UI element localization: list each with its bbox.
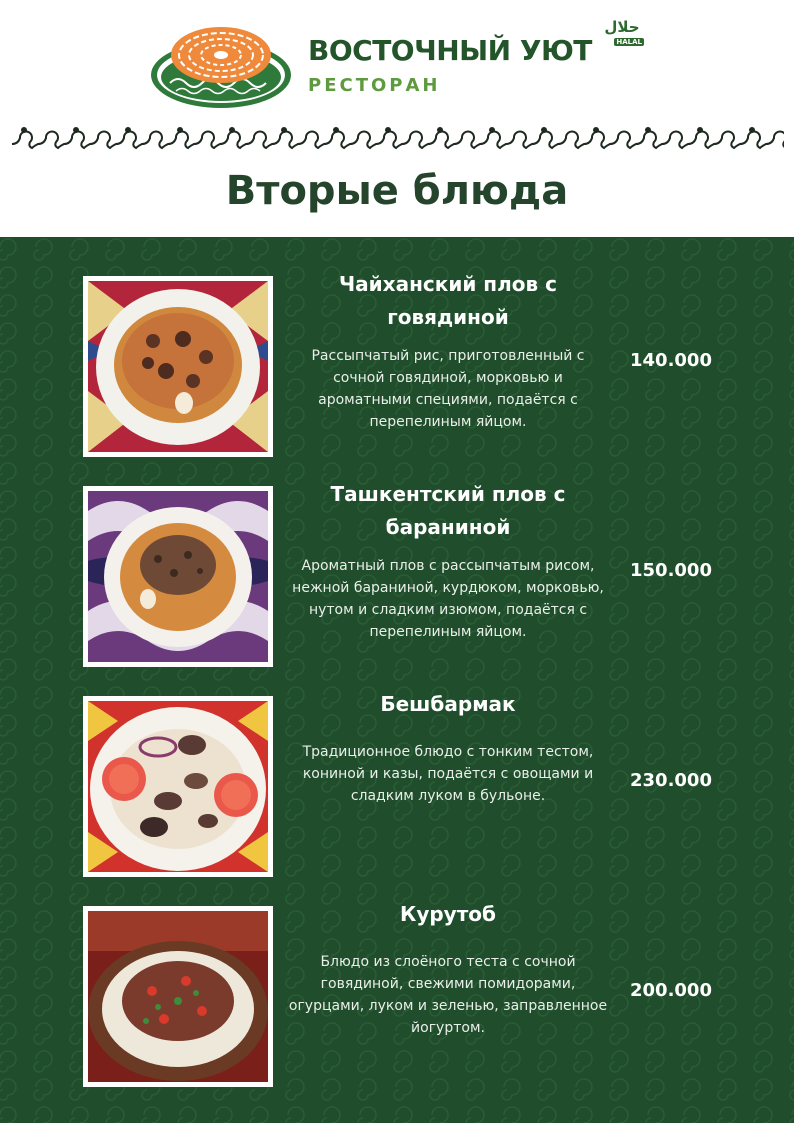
dish-photo-frame [83, 486, 273, 667]
dish-title: Ташкентский плов с бараниной [330, 482, 566, 539]
dish-title: Бешбармак [380, 692, 516, 716]
dish-card [0, 902, 794, 1096]
dish-price: 150.000 [630, 560, 712, 581]
dish-photo-frame [83, 906, 273, 1087]
dish-card [0, 482, 794, 676]
dish-card [0, 692, 794, 886]
dish-title: Чайханский плов с говядиной [339, 272, 557, 329]
halal-latin-text: HALAL [616, 38, 642, 46]
dish-card [0, 272, 794, 466]
halal-badge [600, 18, 644, 50]
brand-name: ВОСТОЧНЫЙ УЮТ [308, 34, 592, 67]
dish-price: 230.000 [630, 770, 712, 791]
dish-description: Ароматный плов с рассыпчатым рисом, нежной бараниной, курдюком, морковью, нутом и сладким изюмом, подаётся с перепелиным яйцом. [292, 558, 604, 640]
dish-description: Традиционное блюдо с тонким тестом, кониной и казы, подаётся с овощами и сладким луком в бульоне. [302, 744, 594, 804]
dish-price: 140.000 [630, 350, 712, 371]
dish-photo-beshbarmak [88, 701, 268, 872]
ornament-divider [10, 118, 784, 158]
menu-panel [0, 237, 794, 1123]
brand-subtitle: РЕСТОРАН [308, 75, 441, 96]
dish-photo-kurutob [88, 911, 268, 1082]
dish-title: Курутоб [399, 902, 497, 926]
dish-price: 200.000 [630, 980, 712, 1001]
section-title: Вторые блюда [225, 168, 569, 214]
dish-photo-frame [83, 276, 273, 457]
menu-header [0, 0, 794, 237]
dish-description: Блюдо из слоёного теста с сочной говядиной, свежими помидорами, огурцами, луком и зеленью, заправленное йогуртом. [288, 954, 608, 1036]
dish-photo-plov-beef [88, 281, 268, 452]
dish-photo-plov-lamb [88, 491, 268, 662]
restaurant-logo [150, 25, 292, 109]
halal-arabic-text: حلال [604, 18, 640, 36]
dish-photo-frame [83, 696, 273, 877]
dish-description: Рассыпчатый рис, приготовленный с сочной говядиной, морковью и ароматными специями, подаётся с перепелиным яйцом. [311, 348, 585, 430]
